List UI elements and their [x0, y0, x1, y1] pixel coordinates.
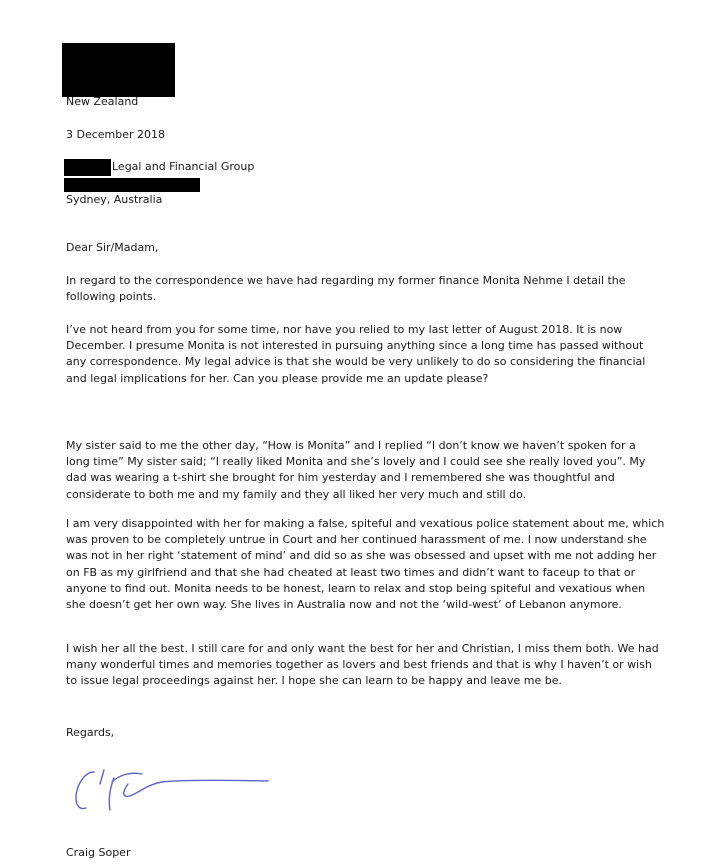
paragraph-4: [66, 516, 665, 613]
paragraph-line: considerate to both me and my family and they all liked her very much and still do.: [66, 487, 527, 501]
paragraph-line: many wonderful times and memories together as lovers and best friends and that is why I haven’t or wish: [66, 658, 652, 672]
paragraph-line: December. I presume Monita is not interested in pursuing anything since a long time has passed without: [66, 339, 644, 353]
closing: Regards,: [66, 726, 115, 739]
salutation: Dear Sir/Madam,: [66, 241, 159, 254]
paragraph-line: on FB as my girlfriend and that she had cheated at least two times and didn’t want to faceup to that or: [66, 565, 636, 579]
paragraph-line: following points.: [66, 290, 157, 304]
paragraph-line: anyone to find out. Monita needs to be honest, learn to relax and stop being spiteful and vexatious when: [66, 581, 646, 595]
paragraph-line: In regard to the correspondence we have had regarding my former finance Monita Nehme I detail the: [66, 274, 626, 287]
paragraph-line: long time” My sister said; “I really liked Monita and she’s lovely and I could see she really loved you”. My: [66, 455, 646, 469]
paragraph-5: [66, 641, 659, 690]
paragraph-line: I wish her all the best. I still care for and only want the best for her and Christian, I miss them both. We had: [66, 642, 659, 655]
signature-image: [70, 762, 280, 818]
paragraph-line: was proven to be completely untrue in Court and her continued harassment of me. I now understand she: [66, 533, 647, 547]
sender-country: New Zealand: [66, 95, 139, 108]
paragraph-line: and legal implications for her. Can you please provide me an update please?: [66, 371, 489, 385]
paragraph-line: dad was wearing a t-shirt she brought for him yesterday and I remembered she was thoughtful and: [66, 471, 615, 485]
paragraph-line: was not in her right ‘statement of mind’ and did so as she was obsessed and upset with me not adding her: [66, 549, 657, 563]
recipient-company: Legal and Financial Group: [112, 160, 255, 173]
redacted-sender-address: [62, 43, 175, 97]
paragraph-line: I’ve not heard from you for some time, nor have you relied to my last letter of August 2018. It is now: [66, 323, 623, 336]
redacted-recipient-street: [64, 178, 200, 192]
paragraph-line: any correspondence. My legal advice is that she would be very unlikely to do so considering the financial: [66, 355, 646, 369]
paragraph-line: she doesn’t get her own way. She lives in Australia now and not the ‘wild-west’ of Lebanon anymore.: [66, 598, 622, 612]
letter-date: 3 December 2018: [66, 128, 166, 141]
recipient-city: Sydney, Australia: [66, 193, 163, 206]
paragraph-line: I am very disappointed with her for making a false, spiteful and vexatious police statement about me, which: [66, 517, 665, 530]
paragraph-3: [66, 438, 656, 503]
paragraph-1: [66, 273, 656, 305]
signature-name: Craig Soper: [66, 846, 131, 859]
redacted-company-name: [64, 159, 111, 176]
paragraph-line: to issue legal proceedings against her. I hope she can learn to be happy and leave me be.: [66, 674, 562, 688]
paragraph-line: My sister said to me the other day, “How is Monita” and I replied “I don’t know we haven’t spoken for a: [66, 439, 636, 452]
paragraph-2: [66, 322, 656, 387]
